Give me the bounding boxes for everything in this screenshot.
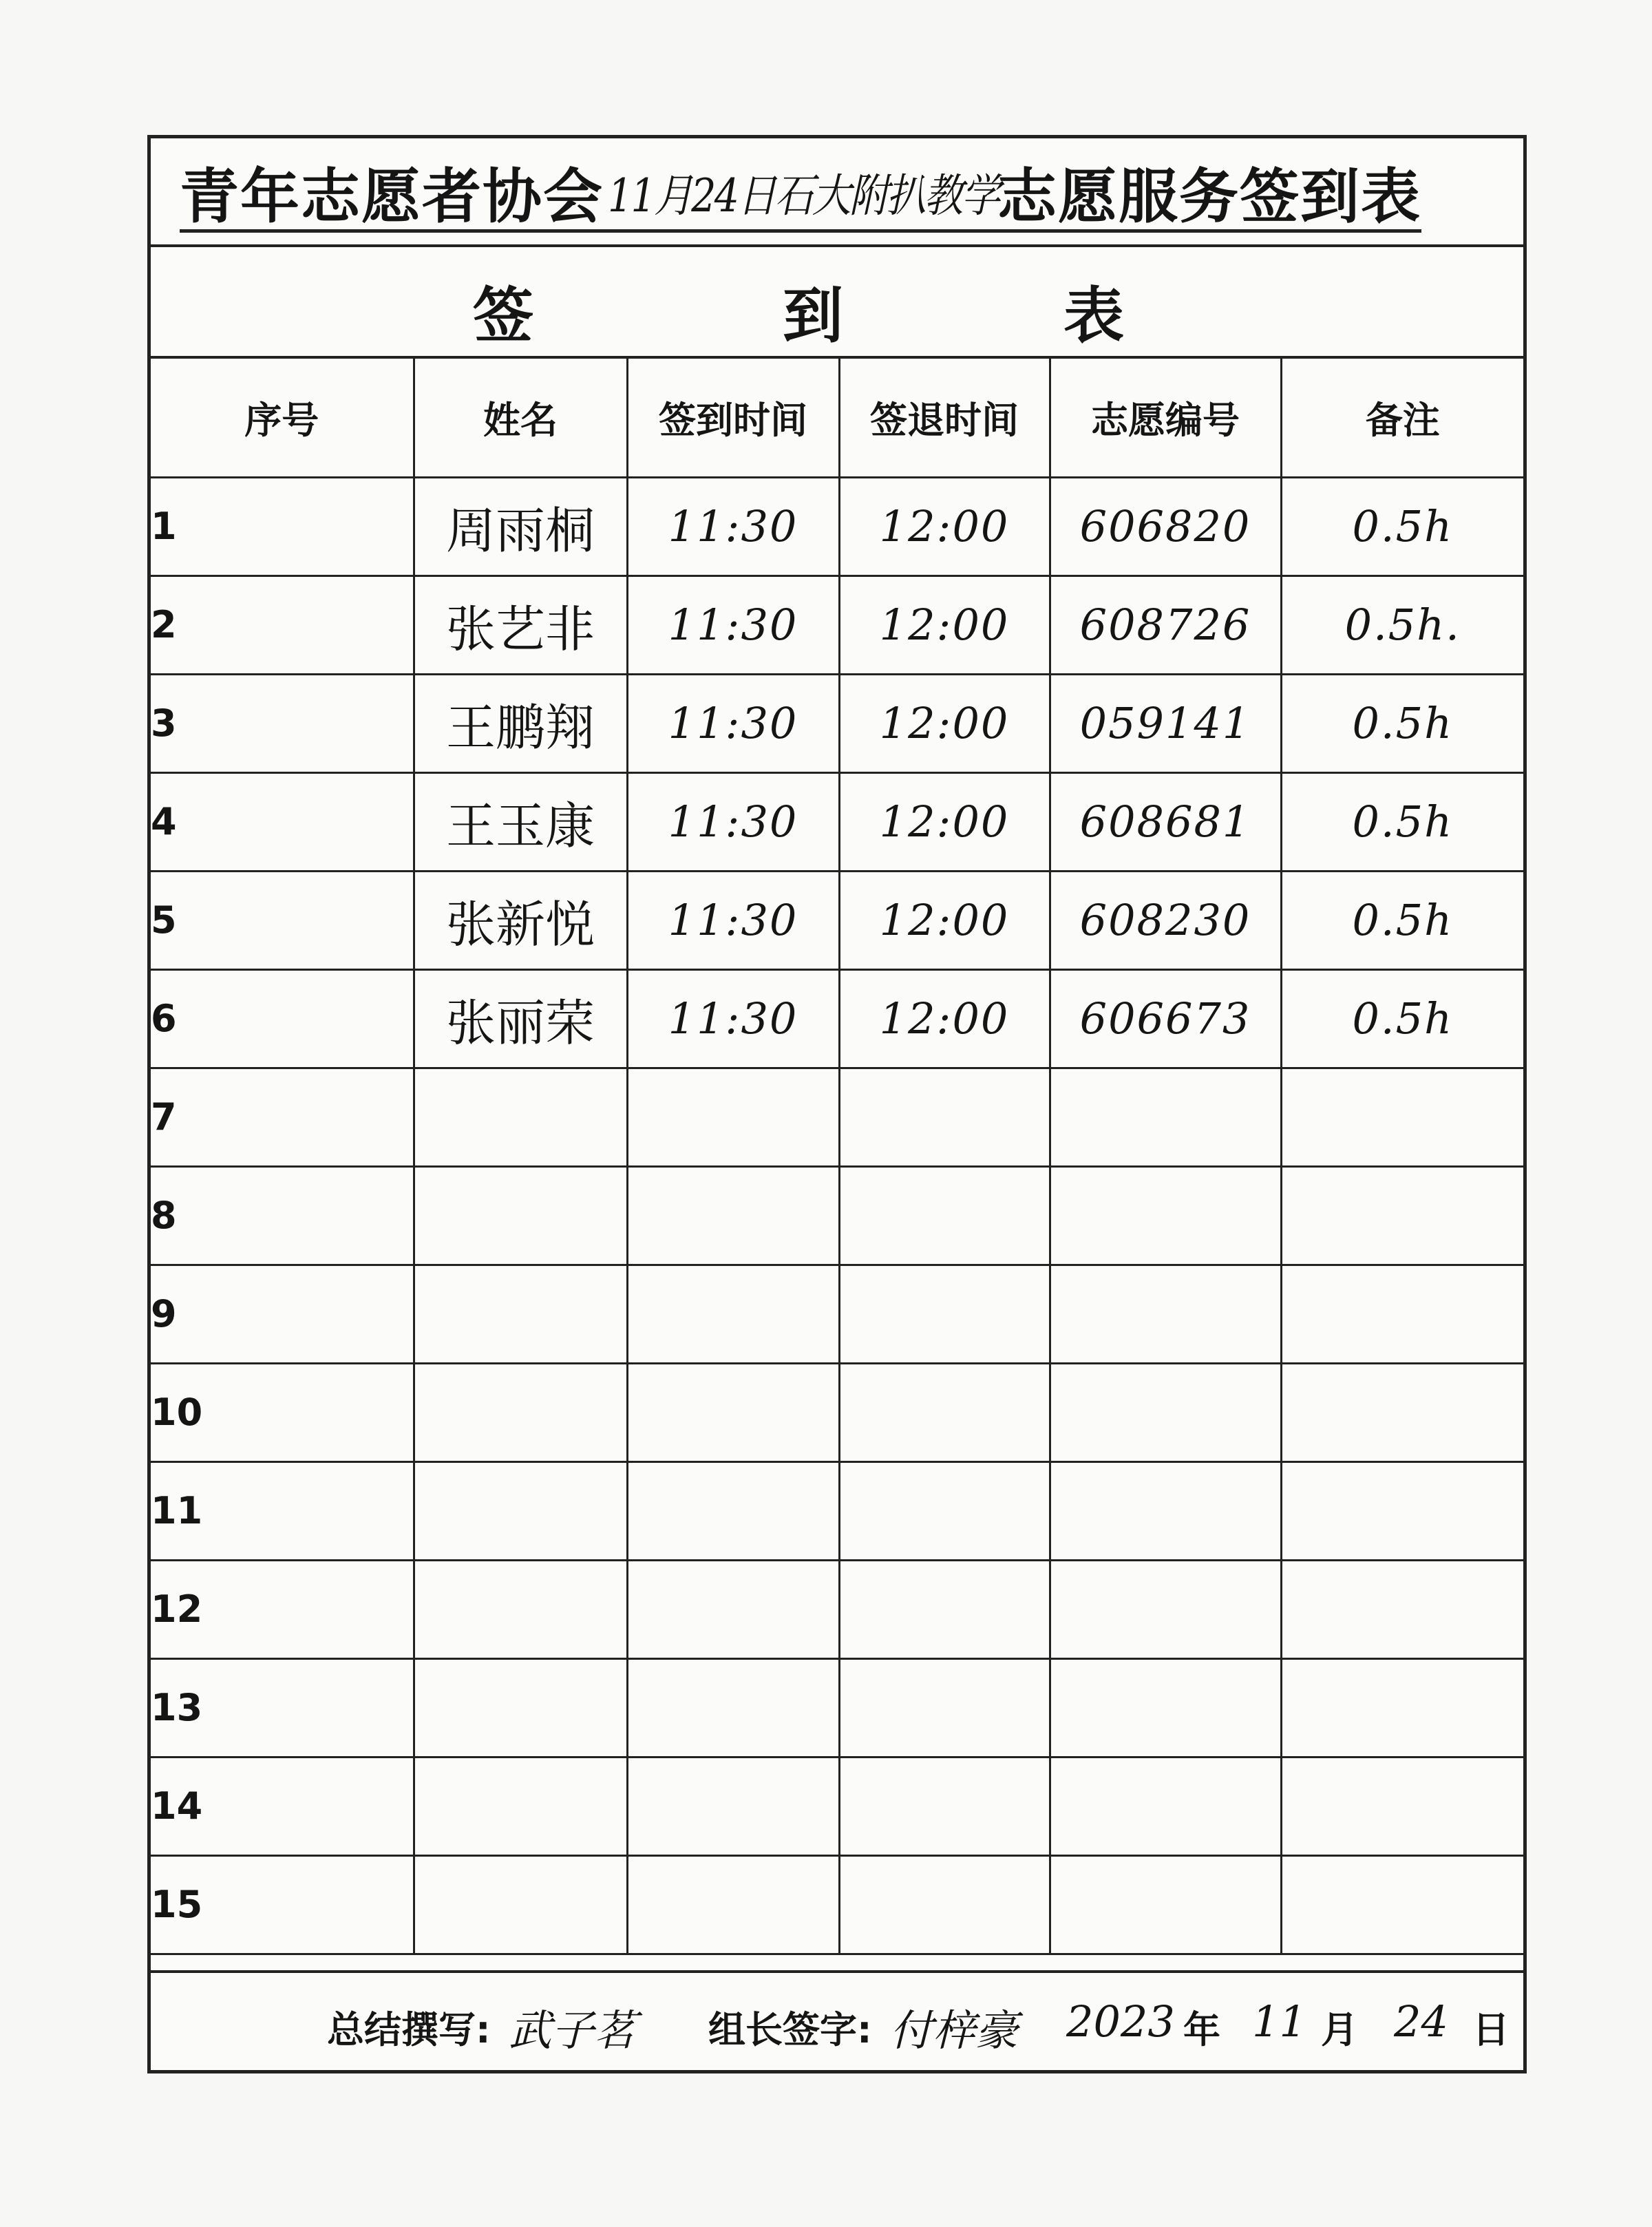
volunteer-name: 王玉康	[414, 772, 627, 871]
sign-out-time	[839, 1166, 1050, 1265]
row-number: 13	[151, 1658, 414, 1757]
volunteer-name	[414, 1265, 627, 1363]
remark: 0.5h	[1281, 969, 1523, 1068]
summary-signature: 武子茗	[509, 2005, 637, 2056]
table-row	[151, 1757, 1523, 1855]
sign-out-time: 12:00	[839, 772, 1050, 871]
title-handwritten-event: 11月24日石大附扒教学	[608, 169, 999, 222]
volunteer-id: 606673	[1050, 969, 1281, 1068]
volunteer-name	[414, 1166, 627, 1265]
volunteer-name: 张丽荣	[414, 969, 627, 1068]
year-label: 年	[1183, 2008, 1220, 2051]
volunteer-name	[414, 1068, 627, 1166]
volunteer-id	[1050, 1068, 1281, 1166]
volunteer-name	[414, 1757, 627, 1855]
sign-out-time	[839, 1855, 1050, 1954]
sign-out-time	[839, 1363, 1050, 1461]
row-number: 11	[151, 1461, 414, 1560]
sign-in-time	[627, 1757, 839, 1855]
table-row	[151, 1658, 1523, 1757]
row-number: 8	[151, 1166, 414, 1265]
title-org: 青年志愿者协会	[180, 162, 604, 231]
row-number: 9	[151, 1265, 414, 1363]
volunteer-name: 周雨桐	[414, 477, 627, 576]
volunteer-id: 608230	[1050, 871, 1281, 969]
column-header: 序号	[151, 359, 414, 477]
row-number: 10	[151, 1363, 414, 1461]
column-header: 姓名	[414, 359, 627, 477]
remark	[1281, 1560, 1523, 1658]
remark: 0.5h	[1281, 772, 1523, 871]
day-label: 日	[1472, 2008, 1510, 2051]
sign-in-time	[627, 1855, 839, 1954]
remark	[1281, 1363, 1523, 1461]
volunteer-name: 张艺非	[414, 576, 627, 674]
summary-label: 总结撰写:	[327, 2008, 491, 2051]
volunteer-id: 606820	[1050, 477, 1281, 576]
remark	[1281, 1461, 1523, 1560]
subtitle-char: 表	[1063, 280, 1125, 351]
row-number: 5	[151, 871, 414, 969]
table-row	[151, 1265, 1523, 1363]
subtitle-char: 到	[783, 280, 844, 351]
column-header: 志愿编号	[1050, 359, 1281, 477]
table-row	[151, 1068, 1523, 1166]
remark	[1281, 1166, 1523, 1265]
row-number: 3	[151, 674, 414, 772]
sign-in-time	[627, 1461, 839, 1560]
row-number: 1	[151, 477, 414, 576]
sign-in-sheet	[147, 135, 1527, 2073]
volunteer-id	[1050, 1757, 1281, 1855]
sign-out-time: 12:00	[839, 576, 1050, 674]
sign-in-time	[627, 1363, 839, 1461]
sign-out-time	[839, 1265, 1050, 1363]
row-number: 12	[151, 1560, 414, 1658]
sign-out-time	[839, 1068, 1050, 1166]
month-label: 月	[1321, 2008, 1358, 2051]
volunteer-name	[414, 1363, 627, 1461]
row-number: 14	[151, 1757, 414, 1855]
remark	[1281, 1265, 1523, 1363]
attendance-table	[151, 359, 1523, 1955]
row-number: 7	[151, 1068, 414, 1166]
volunteer-id: 608681	[1050, 772, 1281, 871]
volunteer-id	[1050, 1166, 1281, 1265]
row-number: 6	[151, 969, 414, 1068]
footer-signature-row	[151, 1970, 1523, 2070]
leader-signature: 付梓豪	[890, 2005, 1019, 2056]
table-row	[151, 1166, 1523, 1265]
sign-in-time: 11:30	[627, 772, 839, 871]
row-number: 4	[151, 772, 414, 871]
subtitle-row	[151, 247, 1523, 359]
sign-in-time	[627, 1658, 839, 1757]
title-suffix: 志愿服务签到表	[997, 162, 1421, 231]
sign-out-time: 12:00	[839, 477, 1050, 576]
volunteer-id	[1050, 1560, 1281, 1658]
remark: 0.5h	[1281, 477, 1523, 576]
leader-label: 组长签字:	[708, 2008, 872, 2051]
table-row	[151, 871, 1523, 969]
remark: 0.5h	[1281, 871, 1523, 969]
remark	[1281, 1068, 1523, 1166]
sign-in-time	[627, 1166, 839, 1265]
table-row	[151, 477, 1523, 576]
volunteer-name: 王鹏翔	[414, 674, 627, 772]
date-day: 24	[1394, 1996, 1448, 2047]
sign-out-time: 12:00	[839, 871, 1050, 969]
volunteer-id	[1050, 1265, 1281, 1363]
column-header: 备注	[1281, 359, 1523, 477]
sign-in-time: 11:30	[627, 674, 839, 772]
sign-in-time	[627, 1265, 839, 1363]
sign-out-time	[839, 1658, 1050, 1757]
sign-in-time: 11:30	[627, 969, 839, 1068]
sign-out-time: 12:00	[839, 674, 1050, 772]
sign-in-time	[627, 1560, 839, 1658]
table-row	[151, 1461, 1523, 1560]
sign-in-time: 11:30	[627, 576, 839, 674]
volunteer-name	[414, 1855, 627, 1954]
sign-out-time	[839, 1461, 1050, 1560]
sign-in-time: 11:30	[627, 871, 839, 969]
volunteer-id	[1050, 1363, 1281, 1461]
sign-out-time	[839, 1560, 1050, 1658]
table-row	[151, 969, 1523, 1068]
volunteer-name	[414, 1461, 627, 1560]
volunteer-id: 608726	[1050, 576, 1281, 674]
subtitle-char: 签	[473, 280, 534, 351]
table-row	[151, 1560, 1523, 1658]
volunteer-name	[414, 1560, 627, 1658]
table-row	[151, 772, 1523, 871]
remark: 0.5h.	[1281, 576, 1523, 674]
remark	[1281, 1757, 1523, 1855]
date-year: 2023	[1066, 1996, 1175, 2047]
remark: 0.5h	[1281, 674, 1523, 772]
volunteer-id: 059141	[1050, 674, 1281, 772]
page-title	[180, 154, 1421, 233]
sign-out-time: 12:00	[839, 969, 1050, 1068]
column-header: 签到时间	[627, 359, 839, 477]
remark	[1281, 1855, 1523, 1954]
row-number: 15	[151, 1855, 414, 1954]
volunteer-id	[1050, 1855, 1281, 1954]
sign-in-time: 11:30	[627, 477, 839, 576]
volunteer-name: 张新悦	[414, 871, 627, 969]
table-row	[151, 576, 1523, 674]
volunteer-id	[1050, 1461, 1281, 1560]
title-row	[151, 138, 1523, 247]
table-row	[151, 1363, 1523, 1461]
table-header	[151, 359, 1523, 477]
date-month: 11	[1252, 1996, 1306, 2047]
remark	[1281, 1658, 1523, 1757]
row-number: 2	[151, 576, 414, 674]
column-header: 签退时间	[839, 359, 1050, 477]
volunteer-name	[414, 1658, 627, 1757]
table-row	[151, 674, 1523, 772]
table-row	[151, 1855, 1523, 1954]
sign-in-time	[627, 1068, 839, 1166]
sign-out-time	[839, 1757, 1050, 1855]
volunteer-id	[1050, 1658, 1281, 1757]
